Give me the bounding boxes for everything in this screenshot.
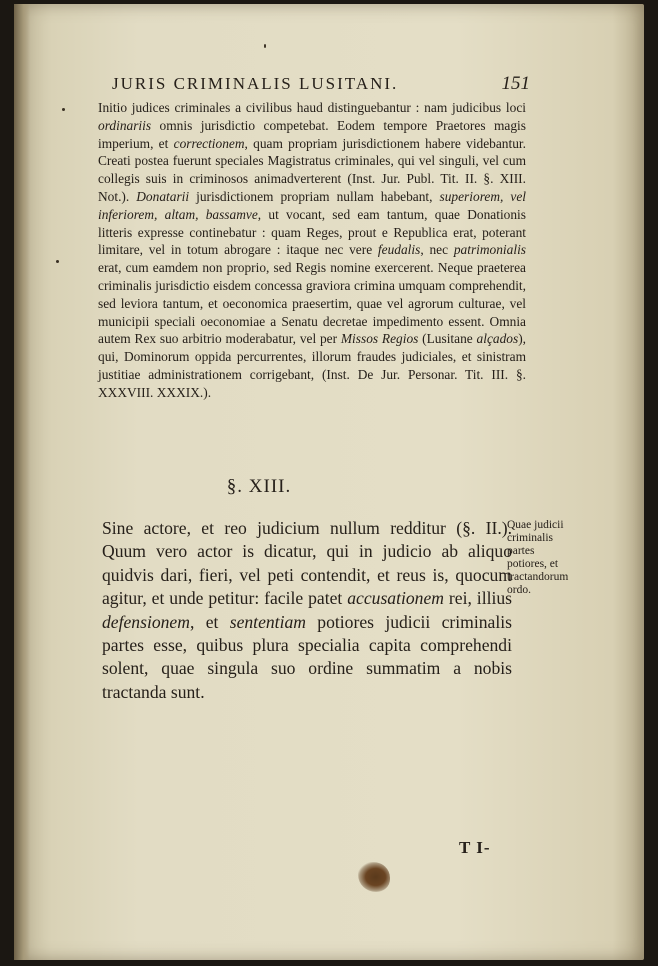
footnote-italic: feudalis bbox=[377, 242, 421, 258]
footnote-italic: superiorem, vel inferiorem, altam, bassamve bbox=[98, 188, 526, 222]
footnote-segment: , ut vocant, sed eam tantum, quae Donationis litteris expresse continebatur : quam Reges, prout e Republica erat, poterant limitare, vel in totum abrogare : itaque nec vere bbox=[98, 206, 526, 258]
footnote-italic: ordinariis bbox=[98, 117, 152, 133]
footnote-italic: correctionem bbox=[173, 135, 245, 151]
footnote-segment: Initio judices criminales a civilibus haud distinguebantur : nam judicibus loci bbox=[98, 100, 526, 115]
footnote-italic: patrimonialis bbox=[453, 242, 526, 258]
paper-speck bbox=[62, 108, 65, 111]
footnote-italic: alçados bbox=[476, 331, 519, 347]
footnote-italic: Donatarii bbox=[136, 188, 190, 204]
footnote-segment: , quam propriam jurisdictionem habere videbantur. Creati postea fuerunt speciales Magistratus criminales, qui vel singuli, vel cum collegis suis in criminosos animadverterent (Inst. Jur. Publ. Tit. II. §. XIII. Not.). bbox=[98, 135, 526, 204]
footnote-segment: erat, cum eamdem non proprio, sed Regis nomine exercerent. Neque praeterea criminalis jurisdictio eisdem concessa graviora crimina umquam comprehendit, sed leviora tantum, et oeconomica praesertim, quae vel agrorum culturae, vel municipii speciali oeconomiae a Senatu decretae impedimento essent. Omnia autem Rex suo arbitrio moderabatur, vel per bbox=[98, 260, 526, 347]
footnote-segment: , nec bbox=[420, 242, 454, 258]
footnote-italic: Missos Regios bbox=[340, 331, 419, 347]
footnote-text bbox=[98, 99, 526, 402]
footnote-segment: omnis jurisdictio competebat. Eodem tempore Praetores magis imperium, et bbox=[98, 117, 526, 151]
footnote-segment: jurisdictionem propriam nullam habebant, bbox=[189, 188, 440, 204]
body-segment: Sine actore, et reo judicium nullum redditur (§. II.). Quum vero actor is dicatur, qui in judicio ab aliquo quidvis dari, fieri, vel peti contendit, et reus is, quocum agitur, et unde petitur: facile patet bbox=[102, 518, 512, 609]
body-segment: rei, illius bbox=[444, 588, 512, 609]
page-number: 151 bbox=[501, 73, 530, 94]
body-italic: sententiam bbox=[229, 611, 306, 632]
body-segment: , et bbox=[189, 611, 230, 632]
running-header bbox=[112, 73, 530, 94]
body-italic: accusationem bbox=[347, 588, 444, 609]
footnote-segment: (Lusitane bbox=[418, 331, 477, 347]
section-heading: §. XIII. bbox=[226, 476, 292, 497]
margin-note: Quae judicii criminalis partes potiores, et tractandorum ordo. bbox=[507, 519, 569, 596]
running-title: JURIS CRIMINALIS LUSITANI. bbox=[112, 74, 399, 93]
footnote-segment: ), qui, Dominorum oppida percurrentes, illorum fraudes judiciales, et sinistram justitiae administrationem corrigebant, (Inst. De Jur. Personar. Tit. III. §. XXXVIII. XXXIX.). bbox=[98, 331, 527, 400]
paper-speck bbox=[56, 260, 59, 263]
body-paragraph bbox=[102, 517, 512, 704]
paper-speck bbox=[264, 44, 266, 48]
body-segment: potiores judicii criminalis partes esse, quibus plura specialia capita comprehendi solent, quae singula suo ordine summatim a nobis tractanda sunt. bbox=[102, 611, 512, 702]
book-page bbox=[14, 4, 644, 960]
body-italic: defensionem bbox=[102, 611, 190, 632]
ink-stain bbox=[358, 862, 390, 892]
catchword: T I- bbox=[459, 838, 491, 857]
